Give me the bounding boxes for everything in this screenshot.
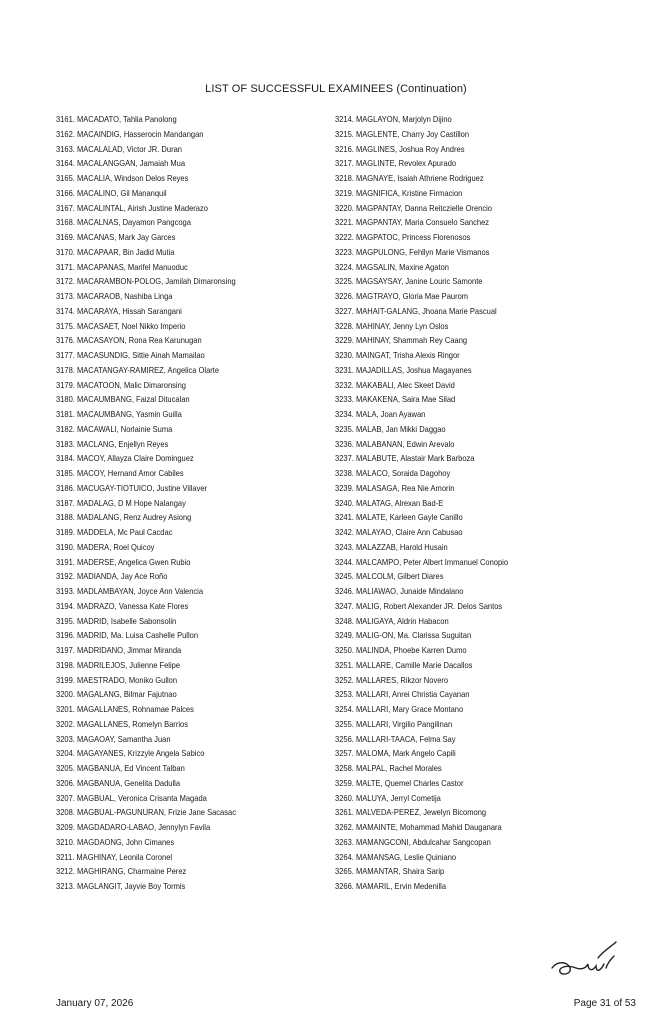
examinee-entry: 3206. MAGBANUA, Genelita Dadulla bbox=[56, 777, 181, 788]
examinee-entry: 3210. MAGDAONG, John Cimanes bbox=[56, 836, 175, 847]
examinee-entry: 3236. MALABANAN, Edwin Arevalo bbox=[335, 438, 455, 449]
examinee-entry: 3175. MACASAET, Noel Nikko Imperio bbox=[56, 320, 186, 331]
examinee-entry: 3191. MADERSE, Angelica Gwen Rubio bbox=[56, 556, 191, 567]
examinee-entry: 3198. MADRILEJOS, Julienne Felipe bbox=[56, 659, 181, 670]
examinee-entry: 3231. MAJADILLAS, Joshua Magayanes bbox=[335, 364, 472, 375]
examinee-entry: 3188. MADALANG, Renz Audrey Asiong bbox=[56, 512, 192, 523]
examinee-entry: 3201. MAGALLANES, Rohnamae Palces bbox=[56, 704, 194, 714]
examinee-entry: 3237. MALABUTE, Alastair Mark Barboza bbox=[335, 453, 475, 464]
examinee-entry: 3183. MACLANG, Enjellyn Reyes bbox=[56, 438, 169, 449]
examinee-entry: 3203. MAGAOAY, Samantha Juan bbox=[56, 733, 171, 744]
examinee-entry: 3189. MADDELA, Mc Paul Cacdac bbox=[56, 527, 173, 537]
examinee-entry: 3167. MACALINTAL, Airish Justine Maderazo bbox=[56, 202, 208, 213]
examinee-entry: 3245. MALCOLM, Gilbert Diares bbox=[335, 571, 444, 582]
examinee-entry: 3243. MALAZZAB, Harold Husain bbox=[335, 541, 448, 552]
examinee-entry: 3264. MAMANSAG, Leslie Quiniano bbox=[335, 851, 457, 862]
examinee-entry: 3259. MALTE, Quemel Charles Castor bbox=[335, 777, 464, 788]
examinee-list-left bbox=[56, 112, 236, 894]
examinee-entry: 3172. MACARAMBON-POLOG, Jamilah Dimaronsing bbox=[56, 276, 236, 287]
examinee-entry: 3209. MAGDADARO-LABAO, Jennylyn Favila bbox=[56, 822, 211, 832]
examinee-entry: 3246. MALIAWAO, Junaide Mindalano bbox=[335, 586, 464, 596]
examinee-entry: 3195. MADRID, Isabelle Sabonsolin bbox=[56, 615, 177, 626]
examinee-entry: 3196. MADRID, Ma. Luisa Cashelle Pullon bbox=[56, 630, 199, 641]
examinee-entry: 3162. MACAINDIG, Hasserocin Mandangan bbox=[56, 128, 204, 139]
examinee-entry: 3261. MALVEDA-PEREZ, Jewelyn Bicomong bbox=[335, 807, 487, 818]
examinee-list-right bbox=[335, 112, 508, 894]
footer-page-number: Page 31 of 53 bbox=[573, 998, 636, 1009]
examinee-entry: 3184. MACOY, Allayza Claire Dominguez bbox=[56, 453, 194, 464]
examinee-entry: 3174. MACARAYA, Hissah Sarangani bbox=[56, 305, 182, 316]
examinee-entry: 3199. MAESTRADO, Moniko Gullon bbox=[56, 674, 178, 685]
examinee-entry: 3249. MALIG-ON, Ma. Clarissa Suguitan bbox=[335, 630, 472, 641]
examinee-entry: 3212. MAGHIRANG, Charmaine Perez bbox=[56, 866, 187, 877]
examinee-entry: 3230. MAINGAT, Trisha Alexis Ringor bbox=[335, 350, 460, 360]
examinee-entry: 3200. MAGALANG, Bilmar Fajutnao bbox=[56, 689, 177, 700]
examinee-entry: 3239. MALASAGA, Rea Nie Amorin bbox=[335, 482, 455, 493]
examinee-entry: 3257. MALOMA, Mark Angelo Capili bbox=[335, 748, 456, 759]
examinee-entry: 3227. MAHAIT-GALANG, Jhoana Marie Pascual bbox=[335, 305, 497, 316]
examinee-entry: 3173. MACARAOB, Nashiba Linga bbox=[56, 291, 173, 301]
examinee-entry: 3187. MADALAG, D M Hope Nalangay bbox=[56, 497, 186, 508]
examinee-entry: 3185. MACOY, Hernand Amor Cabiles bbox=[56, 468, 184, 478]
page-title: LIST OF SUCCESSFUL EXAMINEES (Continuation) bbox=[205, 83, 467, 95]
examinee-entry: 3193. MADLAMBAYAN, Joyce Ann Valencia bbox=[56, 586, 204, 596]
examinee-entry: 3192. MADIANDA, Jay Ace Roño bbox=[56, 571, 168, 582]
examinee-entry: 3241. MALATE, Karleen Gayle Canillo bbox=[335, 512, 463, 523]
examinee-entry: 3251. MALLARE, Camille Marie Dacallos bbox=[335, 659, 473, 670]
examinee-entry: 3266. MAMARIL, Ervin Medenilla bbox=[335, 881, 447, 891]
examinee-entry: 3163. MACALALAD, Victor JR. Duran bbox=[56, 143, 182, 154]
examinee-entry: 3240. MALATAG, Alrexan Bad-E bbox=[335, 497, 444, 508]
examinee-entry: 3218. MAGNAYE, Isaiah Athriene Rodriguez bbox=[335, 173, 484, 183]
examinee-entry: 3197. MADRIDANO, Jimmar Miranda bbox=[56, 645, 182, 655]
examinee-entry: 3170. MACAPAAR, Bin Jadid Mutia bbox=[56, 246, 175, 257]
examinee-entry: 3215. MAGLENTE, Charry Joy Castillon bbox=[335, 128, 470, 139]
examinee-entry: 3248. MALIGAYA, Aldrin Habacon bbox=[335, 615, 449, 626]
examinee-entry: 3254. MALLARI, Mary Grace Montano bbox=[335, 704, 464, 714]
examinee-entry: 3165. MACALIA, Windson Delos Reyes bbox=[56, 173, 189, 183]
examinee-entry: 3220. MAGPANTAY, Danna Reitczielle Orencio bbox=[335, 202, 492, 213]
examinee-entry: 3211. MAGHINAY, Leonila Coronel bbox=[56, 851, 173, 862]
footer-date: January 07, 2026 bbox=[56, 998, 134, 1009]
examinee-entry: 3219. MAGNIFICA, Kristine Firmacion bbox=[335, 187, 463, 198]
examinee-entry: 3253. MALLARI, Anrei Christia Cayanan bbox=[335, 689, 470, 700]
examinee-entry: 3235. MALAB, Jan Mikki Daggao bbox=[335, 423, 446, 434]
examinee-entry: 3228. MAHINAY, Jenny Lyn Oslos bbox=[335, 320, 449, 331]
examinee-entry: 3186. MACUGAY-TIOTUICO, Justine Villaver bbox=[56, 482, 208, 493]
examinee-entry: 3260. MALUYA, Jerryl Cometija bbox=[335, 792, 441, 803]
examinee-entry: 3265. MAMANTAR, Shaira Sarip bbox=[335, 866, 445, 877]
examinee-entry: 3205. MAGBANUA, Ed Vincent Talban bbox=[56, 763, 185, 773]
examinee-entry: 3164. MACALANGGAN, Jamaiah Mua bbox=[56, 158, 186, 169]
examinee-entry: 3223. MAGPULONG, Fehllyn Marie Vismanos bbox=[335, 246, 490, 257]
examinee-entry: 3214. MAGLAYON, Marjolyn Dijino bbox=[335, 114, 452, 124]
examinee-entry: 3207. MAGBUAL, Veronica Crisanta Magada bbox=[56, 792, 207, 803]
examinee-entry: 3168. MACALNAS, Dayamon Pangcoga bbox=[56, 217, 191, 228]
examinee-entry: 3204. MAGAYANES, Krizzyle Angela Sabico bbox=[56, 748, 205, 759]
examinee-entry: 3256. MALLARI-TAACA, Felma Say bbox=[335, 733, 456, 744]
examinee-entry: 3255. MALLARI, Virgilio Pangilinan bbox=[335, 718, 453, 729]
examinee-entry: 3263. MAMANGCONI, Abdulcahar Sangcopan bbox=[335, 836, 491, 847]
examinee-entry: 3234. MALA, Joan Ayawan bbox=[335, 409, 426, 419]
examinee-entry: 3229. MAHINAY, Shammah Rey Caang bbox=[335, 335, 468, 346]
signature bbox=[548, 938, 620, 986]
examinee-entry: 3222. MAGPATOC, Princess Florenosos bbox=[335, 232, 471, 242]
examinee-entry: 3194. MADRAZO, Vanessa Kate Flores bbox=[56, 600, 189, 611]
examinee-entry: 3224. MAGSALIN, Maxine Agaton bbox=[335, 261, 449, 272]
examinee-entry: 3232. MAKABALI, Alec Skeet David bbox=[335, 379, 455, 390]
examinee-entry: 3190. MADERA, Roel Quicoy bbox=[56, 541, 155, 552]
examinee-entry: 3247. MALIG, Robert Alexander JR. Delos Santos bbox=[335, 600, 503, 611]
examinee-entry: 3252. MALLARES, Rikzor Novero bbox=[335, 674, 449, 685]
examinee-entry: 3226. MAGTRAYO, Gloria Mae Paurom bbox=[335, 291, 469, 301]
examinee-entry: 3233. MAKAKENA, Saira Mae Silad bbox=[335, 394, 456, 405]
examinee-entry: 3176. MACASAYON, Rona Rea Karunugan bbox=[56, 335, 202, 346]
examinee-entry: 3216. MAGLINES, Joshua Roy Andres bbox=[335, 143, 465, 154]
examinee-entry: 3213. MAGLANGIT, Jayvie Boy Tormis bbox=[56, 881, 186, 891]
examinee-entry: 3171. MACAPANAS, Marifel Manuoduc bbox=[56, 261, 188, 272]
examinee-entry: 3177. MACASUNDIG, Sittie Ainah Mamailao bbox=[56, 350, 205, 360]
examinee-entry: 3179. MACATOON, Malic Dimaronsing bbox=[56, 379, 186, 390]
examinee-entry: 3242. MALAYAO, Claire Ann Cabusao bbox=[335, 527, 463, 537]
examinee-entry: 3258. MALPAL, Rachel Morales bbox=[335, 763, 442, 773]
examinee-entry: 3244. MALCAMPO, Peter Albert Immanuel Conopio bbox=[335, 556, 509, 567]
examinee-entry: 3181. MACAUMBANG, Yasmin Guilla bbox=[56, 409, 182, 419]
examinee-entry: 3202. MAGALLANES, Romelyn Barrios bbox=[56, 718, 188, 729]
examinee-entry: 3262. MAMAINTE, Mohammad Mahid Dauganara bbox=[335, 822, 502, 832]
examinee-entry: 3169. MACANAS, Mark Jay Garces bbox=[56, 232, 176, 242]
examinee-entry: 3217. MAGLINTE, Revolex Apurado bbox=[335, 158, 457, 169]
examinee-entry: 3178. MACATANGAY-RAMIREZ, Angelica Olarte bbox=[56, 364, 220, 375]
examinee-entry: 3166. MACALINO, Gil Mananquil bbox=[56, 187, 167, 198]
examinee-entry: 3161. MACADATO, Tahlia Panolong bbox=[56, 114, 177, 124]
examinee-entry: 3182. MACAWALI, Norlainie Suma bbox=[56, 423, 173, 434]
examinee-entry: 3221. MAGPANTAY, Maria Consuelo Sanchez bbox=[335, 217, 490, 228]
examinee-entry: 3225. MAGSAYSAY, Janine Louric Samonte bbox=[335, 276, 483, 287]
examinee-entry: 3250. MALINDA, Phoebe Karren Dumo bbox=[335, 645, 467, 655]
examinee-entry: 3238. MALACO, Soraida Dagohoy bbox=[335, 468, 451, 478]
examinee-entry: 3180. MACAUMBANG, Faizal Ditucalan bbox=[56, 394, 190, 405]
examinee-entry: 3208. MAGBUAL-PAGUNURAN, Frizie Jane Sacasac bbox=[56, 807, 236, 818]
